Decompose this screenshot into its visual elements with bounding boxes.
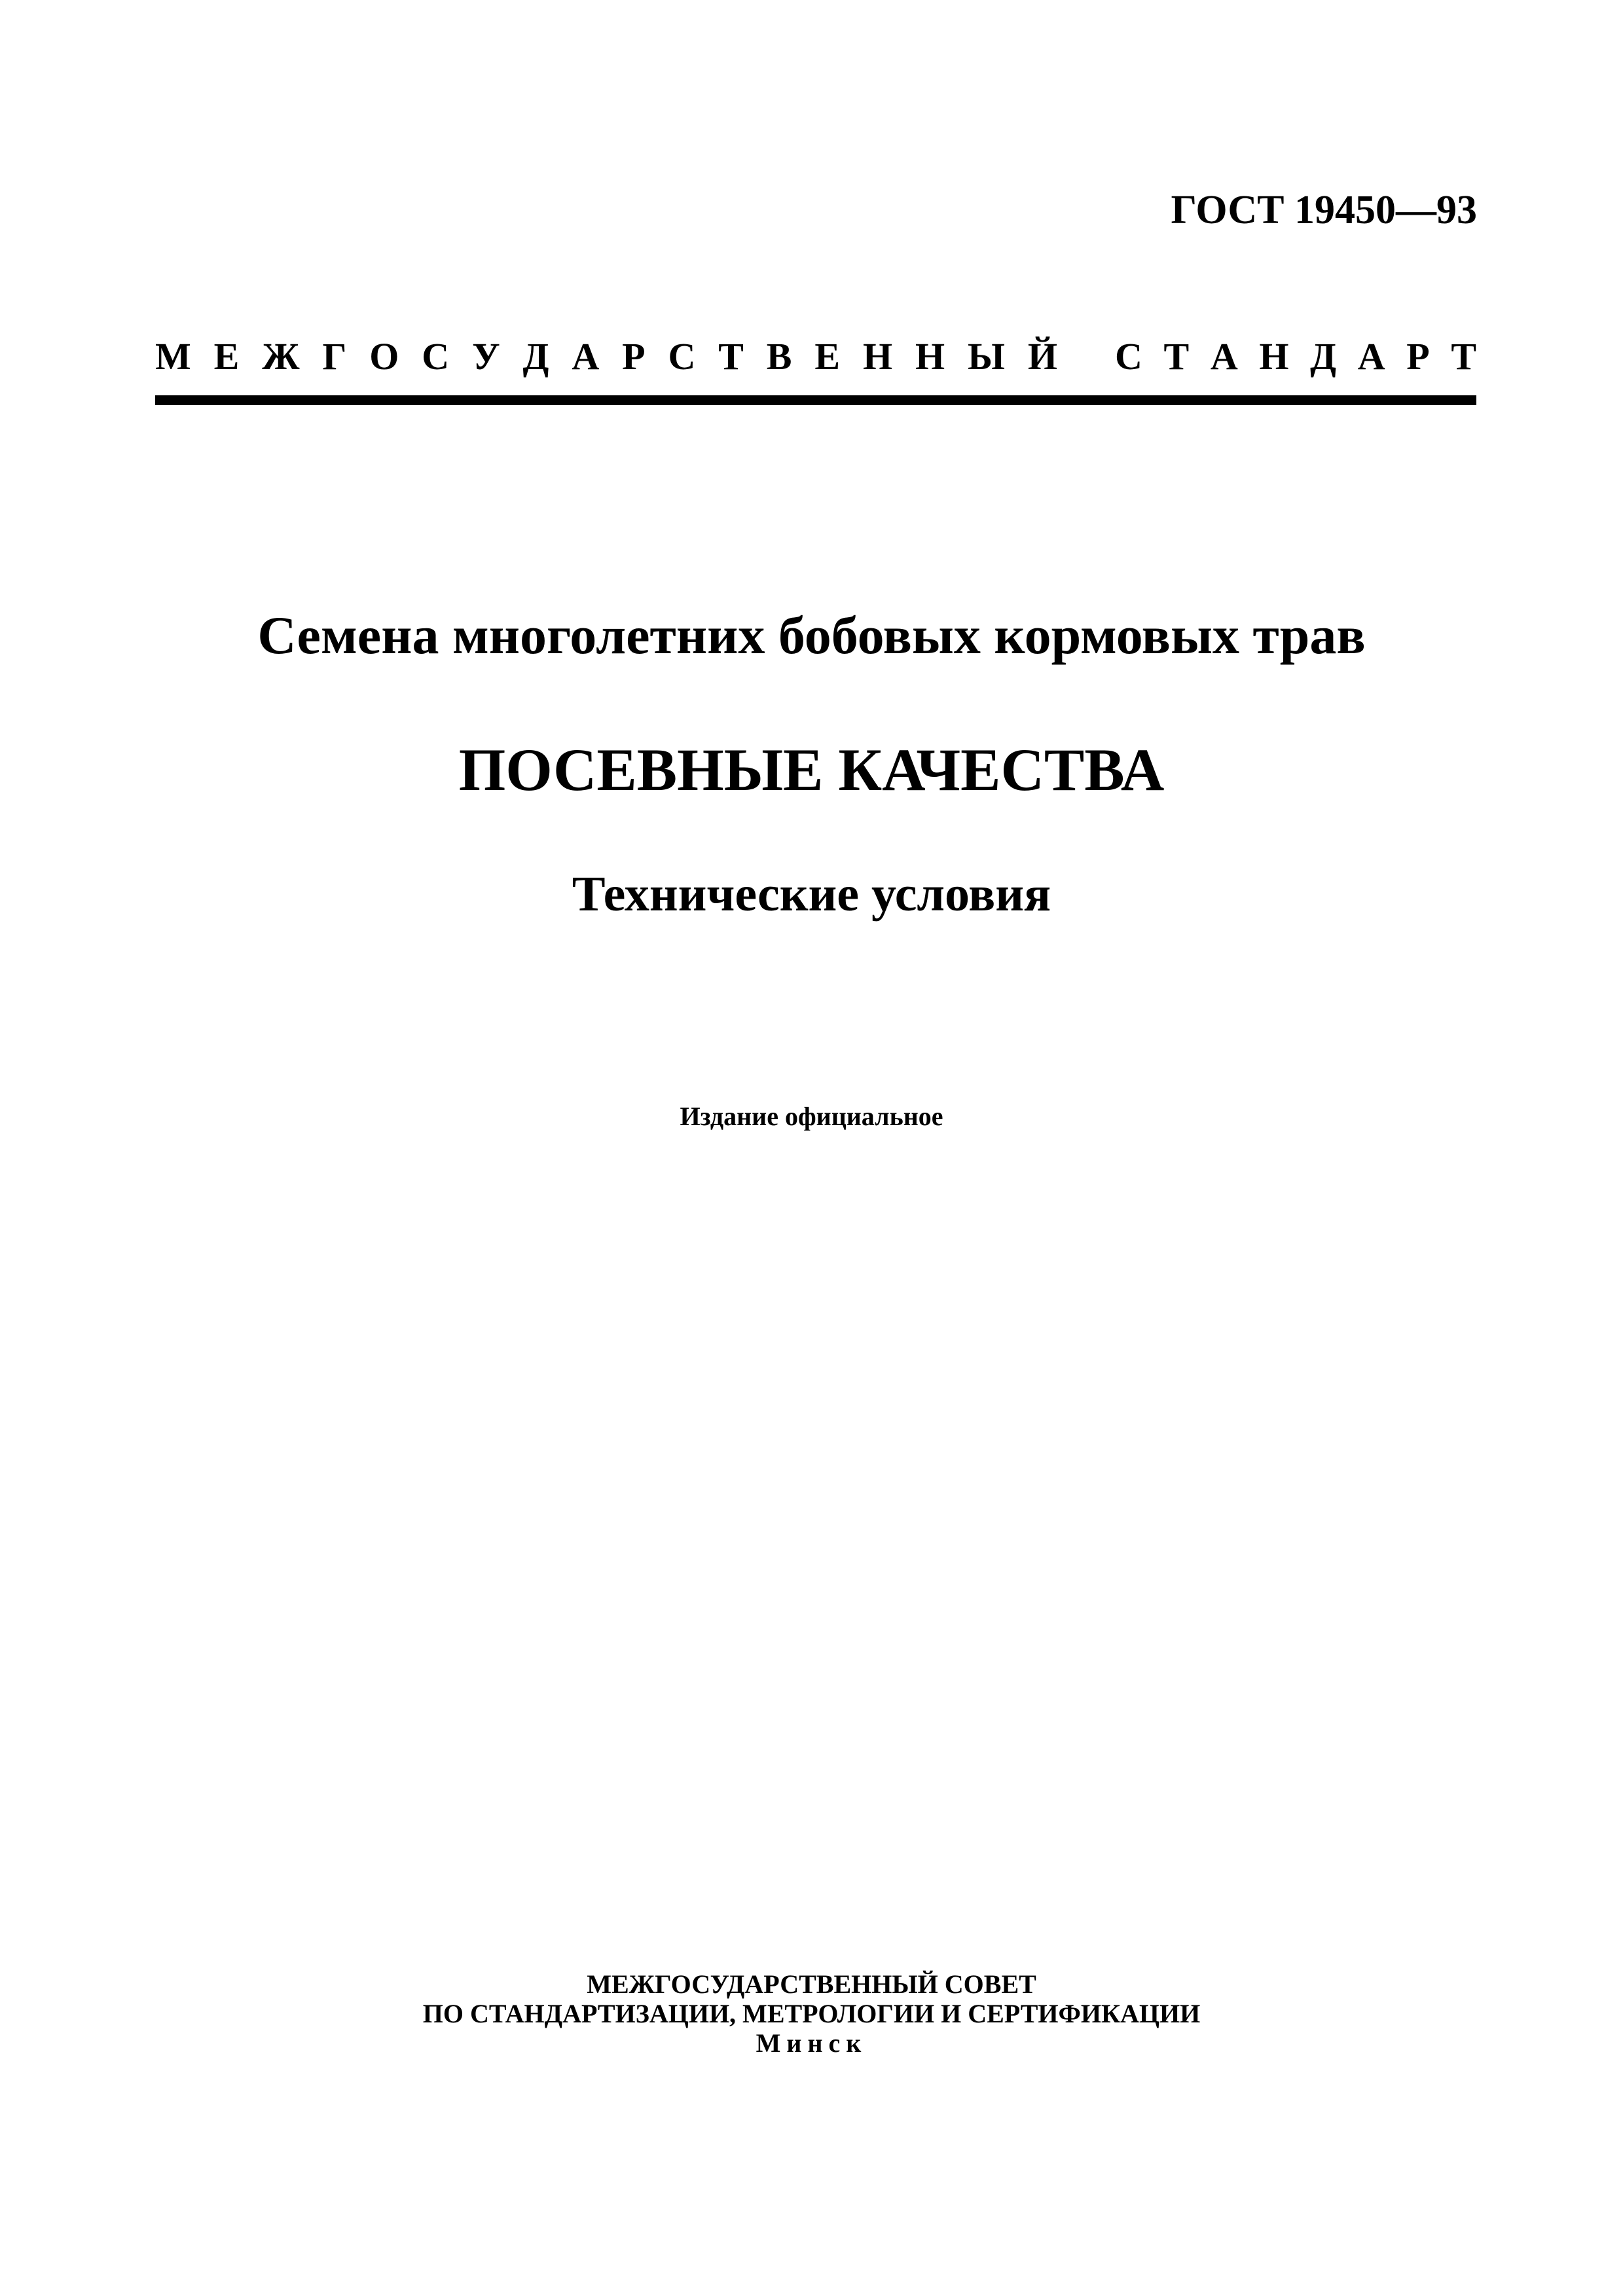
standard-type-word-1 <box>155 335 1057 378</box>
letter: М <box>155 335 191 378</box>
letter: А <box>572 335 600 378</box>
letter: Д <box>522 335 549 378</box>
letter: А <box>1357 335 1385 378</box>
letter: У <box>472 335 500 378</box>
letter: Г <box>322 335 347 378</box>
standard-type <box>155 335 1476 378</box>
letter: Й <box>1027 335 1057 378</box>
letter: Т <box>1163 335 1190 378</box>
document-subtitle: Технические условия <box>572 867 1051 922</box>
letter: Т <box>1451 335 1476 378</box>
publisher-line-1: МЕЖГОСУДАРСТВЕННЫЙ СОВЕТ <box>587 1969 1036 1999</box>
standard-type-word-2 <box>1115 335 1476 378</box>
edition-note: Издание официальное <box>680 1102 943 1131</box>
letter: С <box>668 335 696 378</box>
publisher-line-2: ПО СТАНДАРТИЗАЦИИ, МЕТРОЛОГИИ И СЕРТИФИКАЦИИ <box>422 1998 1201 2028</box>
letter: В <box>766 335 792 378</box>
letter: Н <box>1259 335 1289 378</box>
letter: Д <box>1310 335 1337 378</box>
letter: Т <box>718 335 744 378</box>
letter: А <box>1210 335 1238 378</box>
standard-type-header <box>155 335 1476 378</box>
letter: Е <box>814 335 841 378</box>
letter: С <box>1115 335 1142 378</box>
publisher-city: Минск <box>756 2028 867 2058</box>
document-number: ГОСТ 19450—93 <box>1171 188 1477 232</box>
letter: С <box>422 335 450 378</box>
document-title: ПОСЕВНЫЕ КАЧЕСТВА <box>458 736 1165 803</box>
letter: Н <box>862 335 893 378</box>
letter: Ы <box>967 335 1005 378</box>
letter: Р <box>622 335 646 378</box>
header-rule <box>155 395 1476 405</box>
document-subject: Семена многолетних бобовых кормовых трав <box>257 605 1366 665</box>
letter: Ж <box>262 335 300 378</box>
letter: О <box>369 335 399 378</box>
letter: Р <box>1406 335 1430 378</box>
letter: Н <box>915 335 945 378</box>
letter: Е <box>213 335 240 378</box>
publisher-block <box>0 1970 1623 2058</box>
